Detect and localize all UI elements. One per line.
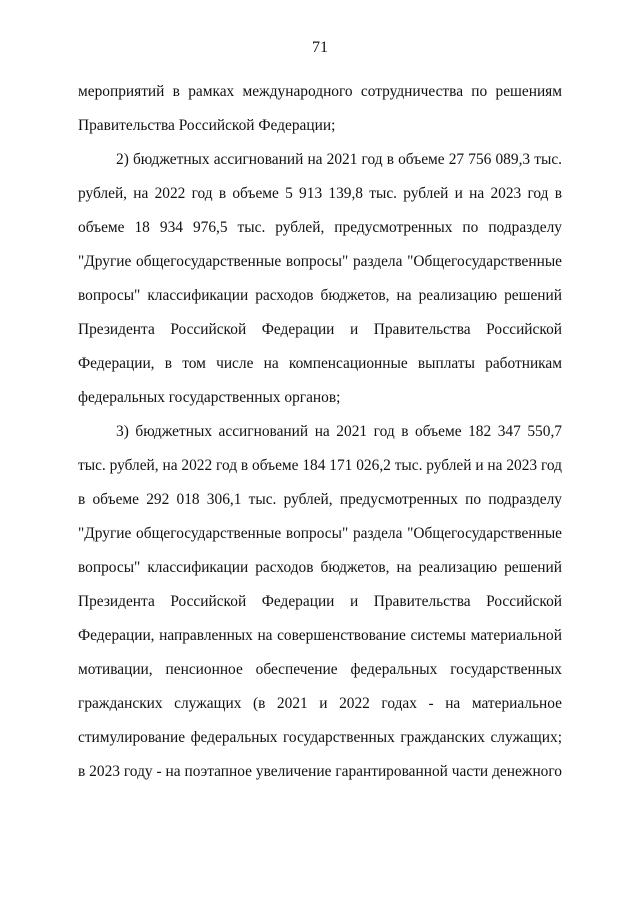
page-number: 71 — [312, 39, 328, 56]
paragraph-item-3: 3) бюджетных ассигнований на 2021 год в объеме 182 347 550,7 тыс. рублей, на 2022 год в объеме 184 171 026,2 тыс. рублей и на 2023 год в объеме 292 018 306,1 тыс. рублей, предусмотренных по подразделу "Другие общегосударственные вопросы" раздела "Общегосударственные вопросы" классификации расходов бюджетов, на реализацию решений Президента Российской Федерации и Правительства Российской Федерации, направленных на совершенствование системы материальной мотивации, пенсионное обеспечение федеральных государственных гражданских служащих (в 2021 и 2022 годах - на материальное стимулирование федеральных государственных гражданских служащих; в 2023 году - на поэтапное увеличение гарантированной части денежного — [78, 423, 562, 780]
paragraph-continuation: мероприятий в рамках международного сотрудничества по решениям Правительства Российской Федерации; — [78, 83, 562, 134]
paragraph-item-2: 2) бюджетных ассигнований на 2021 год в объеме 27 756 089,3 тыс. рублей, на 2022 год в объеме 5 913 139,8 тыс. рублей и на 2023 год в объеме 18 934 976,5 тыс. рублей, предусмотренных по подразделу "Другие общегосударственные вопросы" раздела "Общегосударственные вопросы" классификации расходов бюджетов, на реализацию решений Президента Российской Федерации и Правительства Российской Федерации, в том числе на компенсационные выплаты работникам федеральных государственных органов; — [78, 151, 562, 406]
document-body — [78, 75, 562, 789]
